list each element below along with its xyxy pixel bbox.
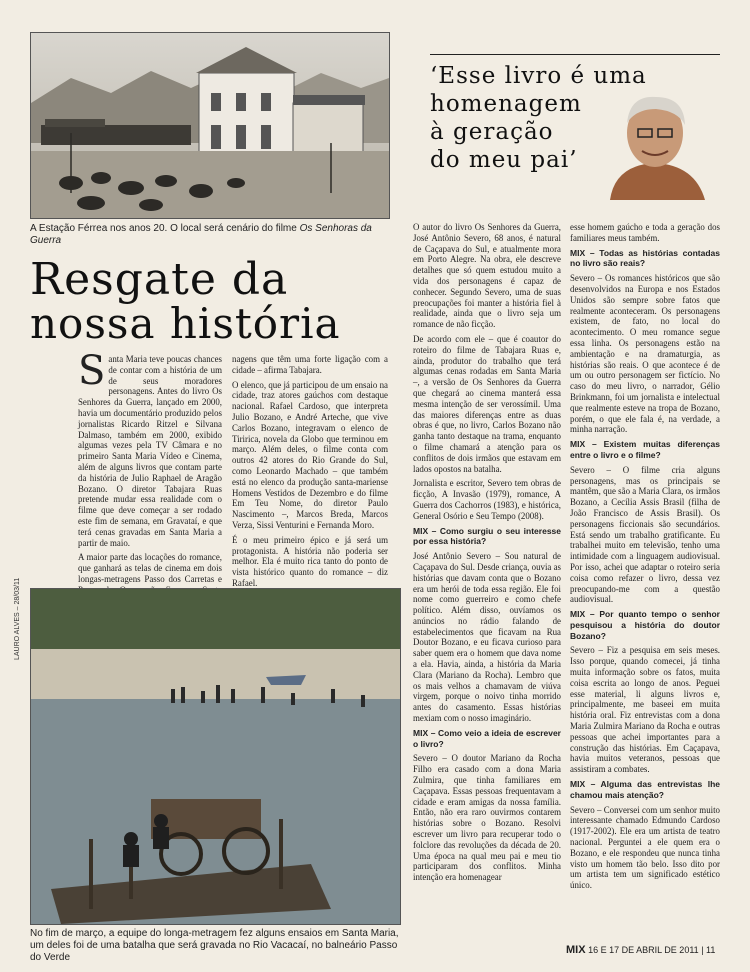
- footer-page2: 11: [706, 945, 716, 955]
- footer-sep: |: [701, 945, 704, 955]
- article-col-1: Santa Maria teve poucas chances de contar com a história de um de seus moradores personagens. Antes do livro Os Senhores da Guerra, lançado em 2000, havia um documentário produzido pelos jornalistas Ricardo Ritzel e Silvana Dalmaso, também em 2000, exibido algumas vezes pela TV Câmara e no primeiro Santa Maria Vídeo e Cinema, além de alguns livros que contam parte da história de Julio Raphael de Aragão Bozano. O diretor Tabajara Ruas pretende mudar essa realidade com o filme que deve começar a ser rodado este fim de semana, em Gravataí, e que terá cenas gravadas em Santa Maria a partir de maio. A maior parte das locações do romance, que ganhará as telas de cinema em dois longas-metragens Passo dos Carretas e: [78, 348, 222, 584]
- quote-rule: [430, 54, 720, 55]
- footer-date: E 17 DE ABRIL DE 2011: [600, 945, 699, 955]
- author-portrait: [590, 85, 720, 200]
- headline: Resgate da nossa história: [30, 254, 341, 348]
- footer-brand: MIX: [566, 944, 586, 956]
- article-col-3: O autor do livro Os Senhores da Guerra, José Antônio Severo, 68 anos, é natural de Caçapava do Sul, e atualmente mora em Porto Alegre. Na obra, ele descreve detalhes que só quem estudou muito a vida dos personagens é capaz de conhecer. Segundo Severo, uma de suas preocupações foi manter a história fiel à realidade, ainda que o livro seja um romance de não ficção. De acordo com ele – que é coautor do roteiro do filme de Tabajara Ruas e, ainda, produtor do trabalho que terá algumas cenas rodadas em Santa Maria –, a versão de Os Senhores da Guerra que chegará ao cinema manterá essa mesma intenção de ser verossímil. Uma das maiores diferenças entre as duas obras é que, no livro, Carlos Bozano não ganha tanto destaque na trama, enquanto o filme chamará a atenção para os conflitos de dois irmãos que estavam em lados opostos na batalha. Jornalista e escritor, Severo tem obras de ficção, A Invasão (1979), romance, A Guerra dos Cachorros (1983), e histórica, General Osório e Seu Tempo (2008). MIX – Como surgiu o seu interesse por essa história? José Antônio Severo – Sou natural de Caçapava do Sul. Desde criança, ouvia as histórias que davam conta que o Bozano era um herói de toda essa região. Ele foi nome como guerreiro e como chefe político. Além disso, ouvíamos os anúncios no rádio falando de estabelecimentos que ficavam na Rua Doutor Bozano, e eu ficava curioso para saber quem era o homem que dava nome a ela. Havia, ainda, a história da Maria Clara (Mariano da Rocha). Lembro que os mais velhos a chamavam de viúva virgem, porque o noivo tinha morrido antes do casamento. Essas histórias mexiam com o nosso imaginário. MIX – Como veio a ideia de escrever o livro? Severo – O doutor Mariano da Rocha Filho era casado com a dona Maria Zulmira, que tinha familiares em Caçapava. Essas pessoas frequentavam a cidade e eram amigas da nossa família. Então, não era raro ouvirmos contarem histórias sobre o Bozano. Resolvi escrever um livro para recuperar todo o folclore das revoluções da década de 20. Uma época na qual meu pai e meu tio participaram dos conflitos. Minha intenção era homenagear: [413, 222, 561, 883]
- river-photo: [30, 588, 401, 925]
- footer-page: 16: [588, 945, 599, 955]
- station-photo: [30, 32, 390, 219]
- pull-quote: ‘Esse livro é uma homenagem à geração do meu pai’: [430, 63, 647, 173]
- river-photo-caption: No fim de março, a equipe do longa-metragem fez alguns ensaios em Santa Maria, um deles foi de uma batalha que será gravada no Rio Vacacaí, no balneário Passo do Verde: [30, 928, 399, 963]
- page-footer: [566, 944, 715, 956]
- article-col-2: nagens que têm uma forte ligação com a cidade – afirma Tabajara. O elenco, que já participou de um ensaio na cidade, traz atores gaúchos com destaque nacional. Rafael Cardoso, que interpreta Julio Bozano, e André Arteche, que vive Carlos Bozano, integravam o elenco de Tiririca, novela da Globo que terminou em março. Além deles, o filme conta com outros 42 atores do Rio Grande do Sul, como Leonardo Machado – que também está no elenco da produção santa-mariense Homens Vestidos de Dezembro e do filme Em Teu Nome, do diretor Paulo Nascimento –, Marcos Breda, Marcos Verza, Sissi Venturini e Fernanda Moro. É o meu primeiro épico e já será um protagonista. A história não poderia ser melhor. Ela é muito rica tanto do ponto de vista histórico quanto do romance – diz Rafael.: [232, 354, 388, 588]
- article-col-4: esse homem gaúcho e toda a geração dos familiares meus também. MIX – Todas as histórias contadas no livro são reais? Severo – Os romances históricos que são desenvolvidos na Europa e nos Estados Unidos são sempre sobre fatos que realmente aconteceram. Os personagens existem, de fato, no local do acontecimento. O meu romance segue essa linha. Os personagens estão na ambientação e na dramaturgia, as histórias são reais. O que acontece é de um ou outro personagem ser fictício. No caso do meu livro, o narrador, Gélio Brinkmann, foi um jornalista e intelectual que realmente esteve na tropa de Bozano, porém, o que ele fala é, na verdade, a minha narração. MIX – Existem muitas diferenças entre o livro e o filme? Severo – O filme cria alguns personagens, mas os principais se mantêm, que são a Maria Clara, os irmãos Bozano, a Cecília Assis Brasil (filha de João Francisco de Assis Brasil). Os personagens ficcionais são secundários. Está sendo um trabalho gratificante. Eu trabalhei muito em televisão, tenho uma intimidade com a linguagem audiovisual. Por isso, achei que adaptar o roteiro seria coisa como refazer o livro, dessa vez preocupando-me com a questão audiovisual. MIX – Por quanto tempo o senhor pesquisou a história do doutor Bozano? Severo – Fiz a pesquisa em seis meses. Isso porque, quando comecei, já tinha muita informação sobre os fatos, muita coisa escrita ao longo de anos. Peguei esse material, li alguns livros e, principalmente, me baseei em muita história oral. Fiz entrevistas com a dona Maria Zulmira Mariano da Rocha e outras pessoas que achei importantes para a construção das histórias. Em Caçapava, havia muitos veteranos, pessoas que assistiram a combates. MIX – Alguma das entrevistas lhe chamou mais atenção? Severo – Conversei com um senhor muito interessante chamado Edmundo Cardoso (1917-2002). Ele era um artista de teatro nacional. Perguntei a ele quem era o Bozano, e ele respondeu que nunca tinha visto um homem tão belo. Isso dito por um artista tem um significado estético único.: [570, 222, 720, 891]
- photo-credit: LAURO ALVES – 28/03/11: [14, 577, 21, 660]
- station-photo-caption: A Estação Férrea nos anos 20. O local será cenário do filme Os Senhoras da Guerra: [30, 223, 372, 246]
